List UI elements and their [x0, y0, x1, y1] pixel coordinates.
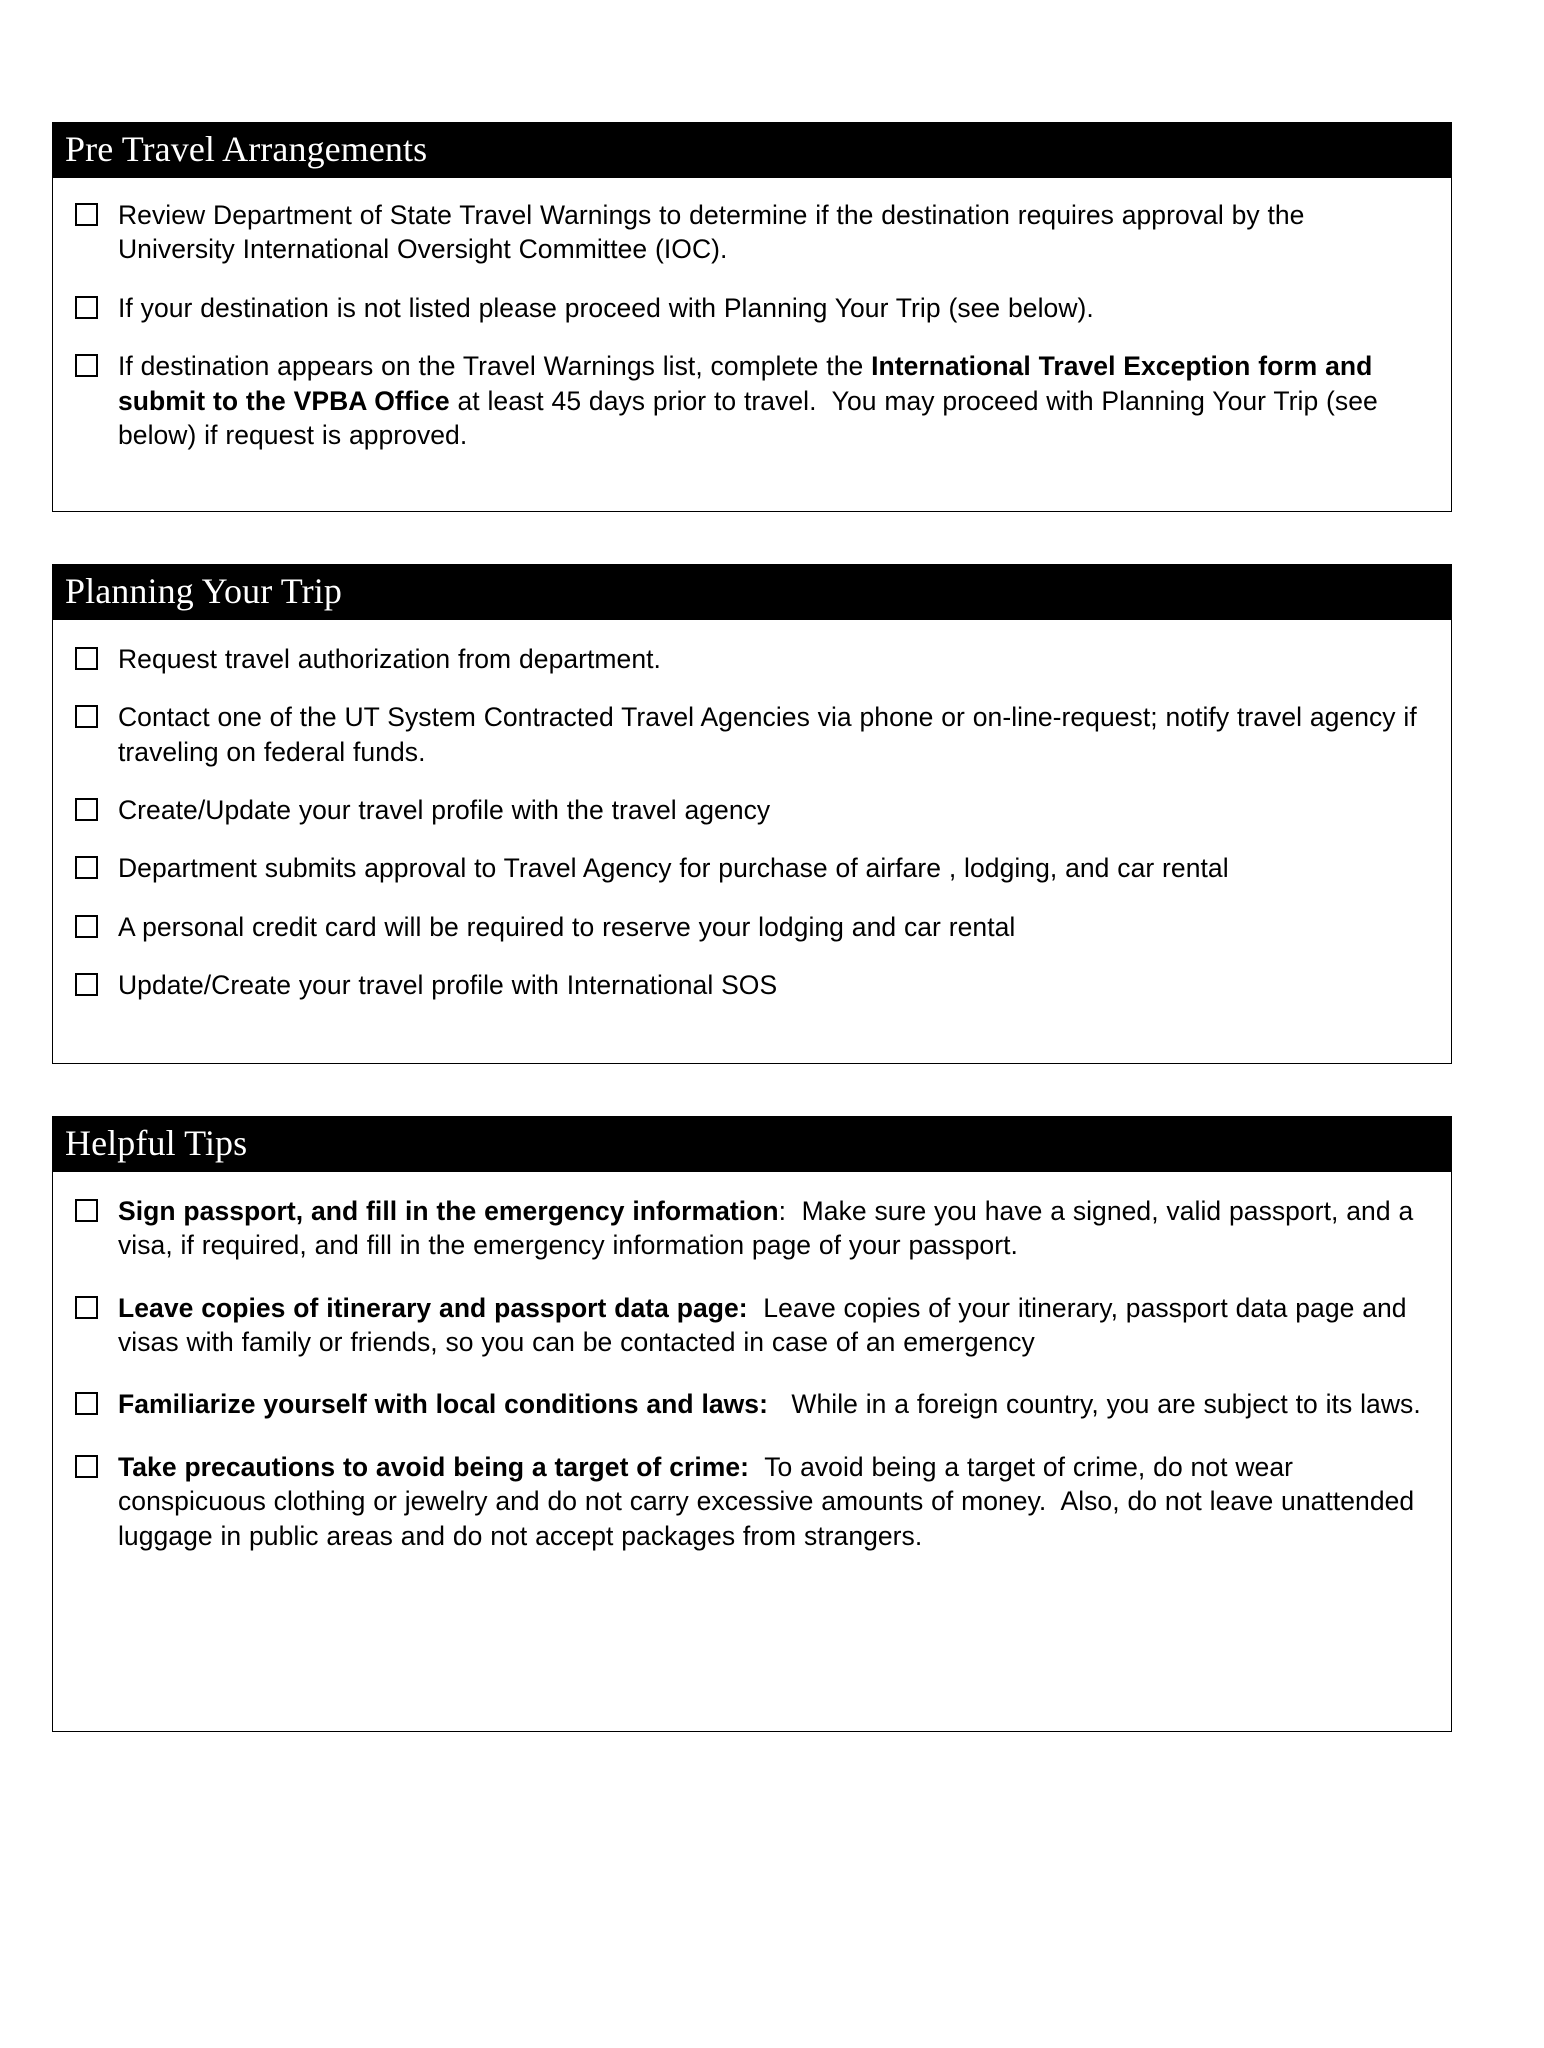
- checklist-item-request-travel-authorization[interactable]: [75, 642, 1429, 676]
- checkbox-icon[interactable]: [75, 647, 98, 670]
- checkbox-icon[interactable]: [75, 1296, 98, 1319]
- section-body-planning-your-trip: [53, 620, 1451, 1063]
- checklist-item-label: Contact one of the UT System Contracted Travel Agencies via phone or on-line-request; notify travel agency if traveling on federal funds.: [118, 702, 1417, 767]
- checklist-item-label: Familiarize yourself with local conditions and laws: While in a foreign country, you are subject to its laws.: [118, 1389, 1421, 1420]
- section-helpful-tips: [52, 1116, 1452, 1733]
- checklist-item-label: Update/Create your travel profile with International SOS: [118, 970, 778, 1001]
- document-body: [52, 122, 1452, 1732]
- section-pre-travel-arrangements: [52, 122, 1452, 512]
- section-body-pre-travel-arrangements: [53, 178, 1451, 511]
- checklist-item-sign-passport[interactable]: [75, 1194, 1429, 1263]
- checkbox-icon[interactable]: [75, 296, 98, 319]
- checkbox-icon[interactable]: [75, 973, 98, 996]
- checkbox-icon[interactable]: [75, 354, 98, 377]
- checklist-item-label: Create/Update your travel profile with the travel agency: [118, 794, 771, 825]
- checkbox-icon[interactable]: [75, 1392, 98, 1415]
- checklist-item-review-travel-warnings[interactable]: [75, 198, 1429, 267]
- checklist-item-destination-not-listed[interactable]: [75, 291, 1429, 325]
- section-header-pre-travel-arrangements: Pre Travel Arrangements: [53, 122, 1451, 178]
- checklist-item-label: If destination appears on the Travel Warnings list, complete the International Travel Exception form and submit to the VPBA Office at least 45 days prior to travel. You may proceed with Planning Your Trip (see below) if request is approved.: [118, 351, 1378, 451]
- section-header-planning-your-trip: Planning Your Trip: [53, 564, 1451, 620]
- checklist-item-label: Review Department of State Travel Warnings to determine if the destination requires approval by the University International Oversight Committee (IOC).: [118, 200, 1305, 265]
- checklist-item-label: Department submits approval to Travel Agency for purchase of airfare , lodging, and car rental: [118, 853, 1229, 884]
- section-header-helpful-tips: Helpful Tips: [53, 1116, 1451, 1172]
- checkbox-icon[interactable]: [75, 1199, 98, 1222]
- checklist-item-contact-travel-agency[interactable]: [75, 700, 1429, 769]
- section-body-helpful-tips: [53, 1172, 1451, 1732]
- checklist-item-label: Leave copies of itinerary and passport data page: Leave copies of your itinerary, passport data page and visas with family or friends, so you can be contacted in case of an emergency: [118, 1292, 1407, 1357]
- checkbox-icon[interactable]: [75, 798, 98, 821]
- checklist-item-destination-on-warnings-list[interactable]: [75, 349, 1429, 452]
- checklist-item-familiarize-local-laws[interactable]: [75, 1387, 1429, 1421]
- checklist-item-label: Request travel authorization from department.: [118, 643, 661, 674]
- section-planning-your-trip: [52, 564, 1452, 1064]
- checklist-item-label: Sign passport, and fill in the emergency information: Make sure you have a signed, valid passport, and a visa, if required, and fill in the emergency information page of your passport.: [118, 1195, 1414, 1261]
- checkbox-icon[interactable]: [75, 705, 98, 728]
- checklist-item-create-update-travel-profile[interactable]: [75, 793, 1429, 827]
- checklist-item-label: If your destination is not listed please proceed with Planning Your Trip (see below).: [118, 292, 1094, 323]
- checklist-item-department-submits-approval[interactable]: [75, 851, 1429, 885]
- checklist-item-personal-credit-card[interactable]: [75, 910, 1429, 944]
- checklist-item-international-sos-profile[interactable]: [75, 968, 1429, 1002]
- checklist-item-label: Take precautions to avoid being a target of crime: To avoid being a target of crime, do not wear conspicuous clothing or jewelry and do not carry excessive amounts of money. Also, do not leave unattended luggage in public areas and do not accept packages from strangers.: [118, 1451, 1415, 1551]
- checklist-item-label: A personal credit card will be required to reserve your lodging and car rental: [118, 911, 1016, 942]
- checkbox-icon[interactable]: [75, 203, 98, 226]
- checklist-item-leave-copies-itinerary[interactable]: [75, 1291, 1429, 1360]
- checkbox-icon[interactable]: [75, 1455, 98, 1478]
- checklist-item-avoid-target-of-crime[interactable]: [75, 1450, 1429, 1553]
- checkbox-icon[interactable]: [75, 915, 98, 938]
- checkbox-icon[interactable]: [75, 856, 98, 879]
